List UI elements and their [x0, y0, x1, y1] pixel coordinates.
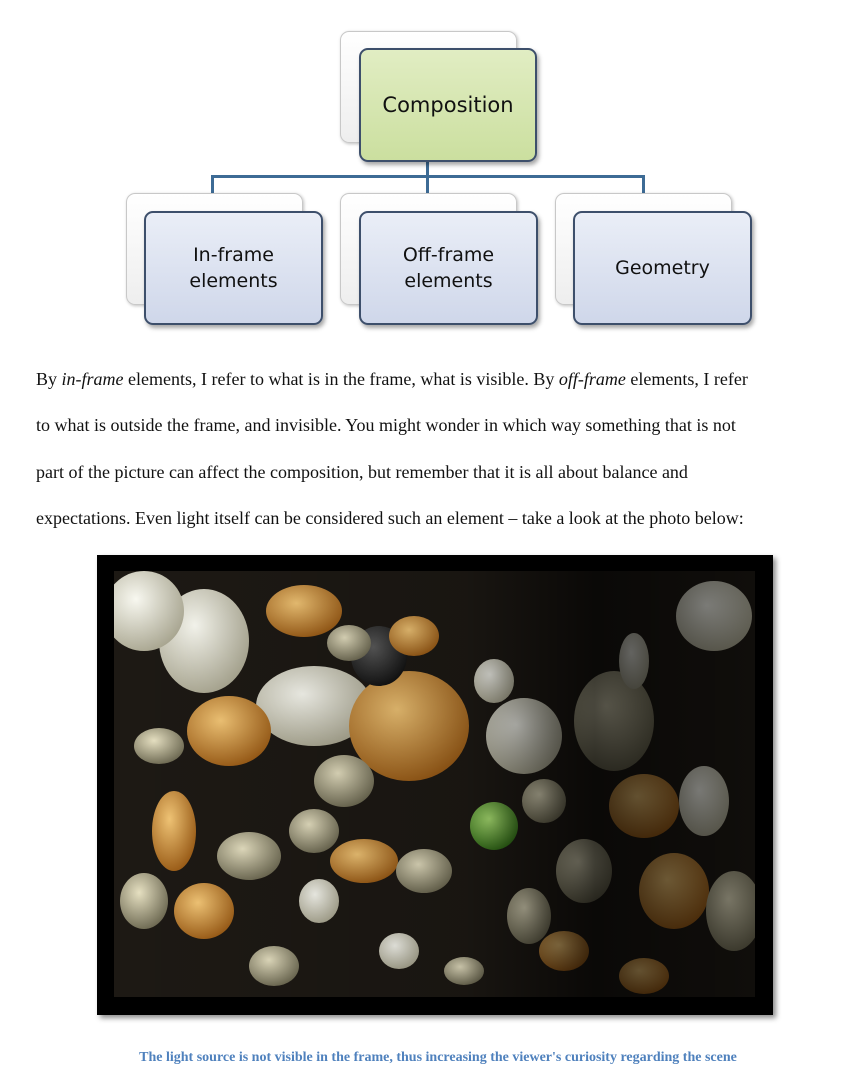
child-node-label-line2: elements	[404, 270, 493, 292]
connector-right	[642, 175, 645, 195]
composition-diagram	[0, 0, 848, 340]
paragraph-line-3: part of the picture can affect the composition, but remember that it is all about balance and	[36, 461, 688, 482]
figure-caption: The light source is not visible in the frame, thus increasing the viewer's curiosity regarding the scene	[139, 1050, 737, 1065]
child-node-label-line2: elements	[189, 270, 278, 292]
paragraph-line-4: expectations. Even light itself can be considered such an element – take a look at the photo below:	[36, 507, 744, 528]
text-run: By	[36, 369, 62, 389]
child-node-label: Geometry	[615, 257, 710, 279]
pebbles-photo	[114, 571, 755, 997]
child-node-geometry	[573, 211, 752, 325]
pebbles-illustration	[114, 571, 755, 997]
root-node	[359, 48, 537, 162]
connector-root-stem	[426, 160, 429, 176]
child-node-in-frame	[144, 211, 323, 325]
photo-frame	[97, 555, 773, 1015]
root-node-label: Composition	[382, 93, 514, 117]
emphasis-off-frame: off-frame	[558, 369, 626, 389]
child-node-label-line1: In-frame	[193, 244, 274, 266]
text-run: elements, I refer to what is in the frame, what is visible. By	[123, 369, 559, 389]
connector-middle	[426, 175, 429, 195]
paragraph-line-2: to what is outside the frame, and invisible. You might wonder in which way something that is not	[36, 415, 736, 436]
child-node-off-frame	[359, 211, 538, 325]
text-run: elements, I refer	[625, 369, 748, 389]
body-paragraph	[36, 356, 836, 541]
paragraph-line-1	[36, 356, 836, 402]
child-node-label-line1: Off-frame	[402, 244, 495, 266]
emphasis-in-frame: in-frame	[61, 369, 124, 389]
connector-left	[211, 175, 214, 195]
